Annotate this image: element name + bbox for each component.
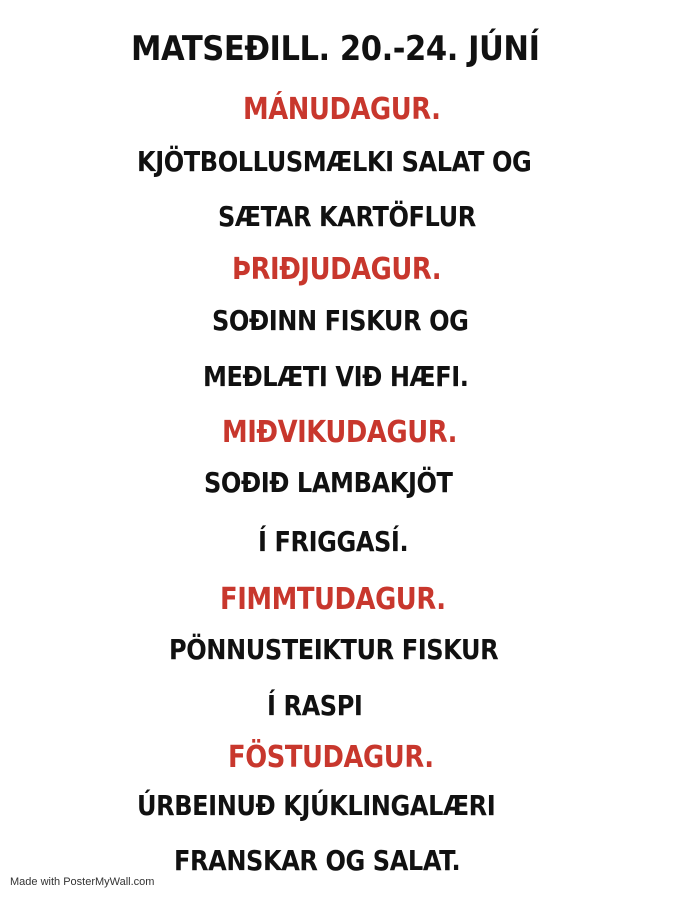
dish-monday-line-2: SÆTAR KARTÖFLUR <box>218 200 476 233</box>
day-heading-thursday: FIMMTUDAGUR. <box>220 582 446 617</box>
day-heading-friday: FÖSTUDAGUR. <box>228 740 434 775</box>
dish-wednesday-line-2: Í FRIGGASÍ. <box>258 525 409 558</box>
dish-friday-line-1: ÚRBEINUÐ KJÚKLINGALÆRI <box>137 789 496 822</box>
dish-wednesday-line-1: SOÐIÐ LAMBAKJÖT <box>204 466 453 499</box>
day-heading-wednesday: MIÐVIKUDAGUR. <box>222 415 458 450</box>
dish-thursday-line-1: PÖNNUSTEIKTUR FISKUR <box>169 633 499 666</box>
dish-monday-line-1: KJÖTBOLLUSMÆLKI SALAT OG <box>137 145 532 178</box>
dish-tuesday-line-1: SOÐINN FISKUR OG <box>212 304 469 337</box>
dish-thursday-line-2: Í RASPI <box>267 689 363 722</box>
day-heading-tuesday: ÞRIÐJUDAGUR. <box>232 252 442 287</box>
day-heading-monday: MÁNUDAGUR. <box>243 92 441 127</box>
menu-title: MATSEÐILL. 20.-24. JÚNÍ <box>131 29 540 69</box>
dish-tuesday-line-2: MEÐLÆTI VIÐ HÆFI. <box>203 360 469 393</box>
dish-friday-line-2: FRANSKAR OG SALAT. <box>174 844 461 877</box>
postermywall-credit: Made with PosterMyWall.com <box>10 876 155 888</box>
